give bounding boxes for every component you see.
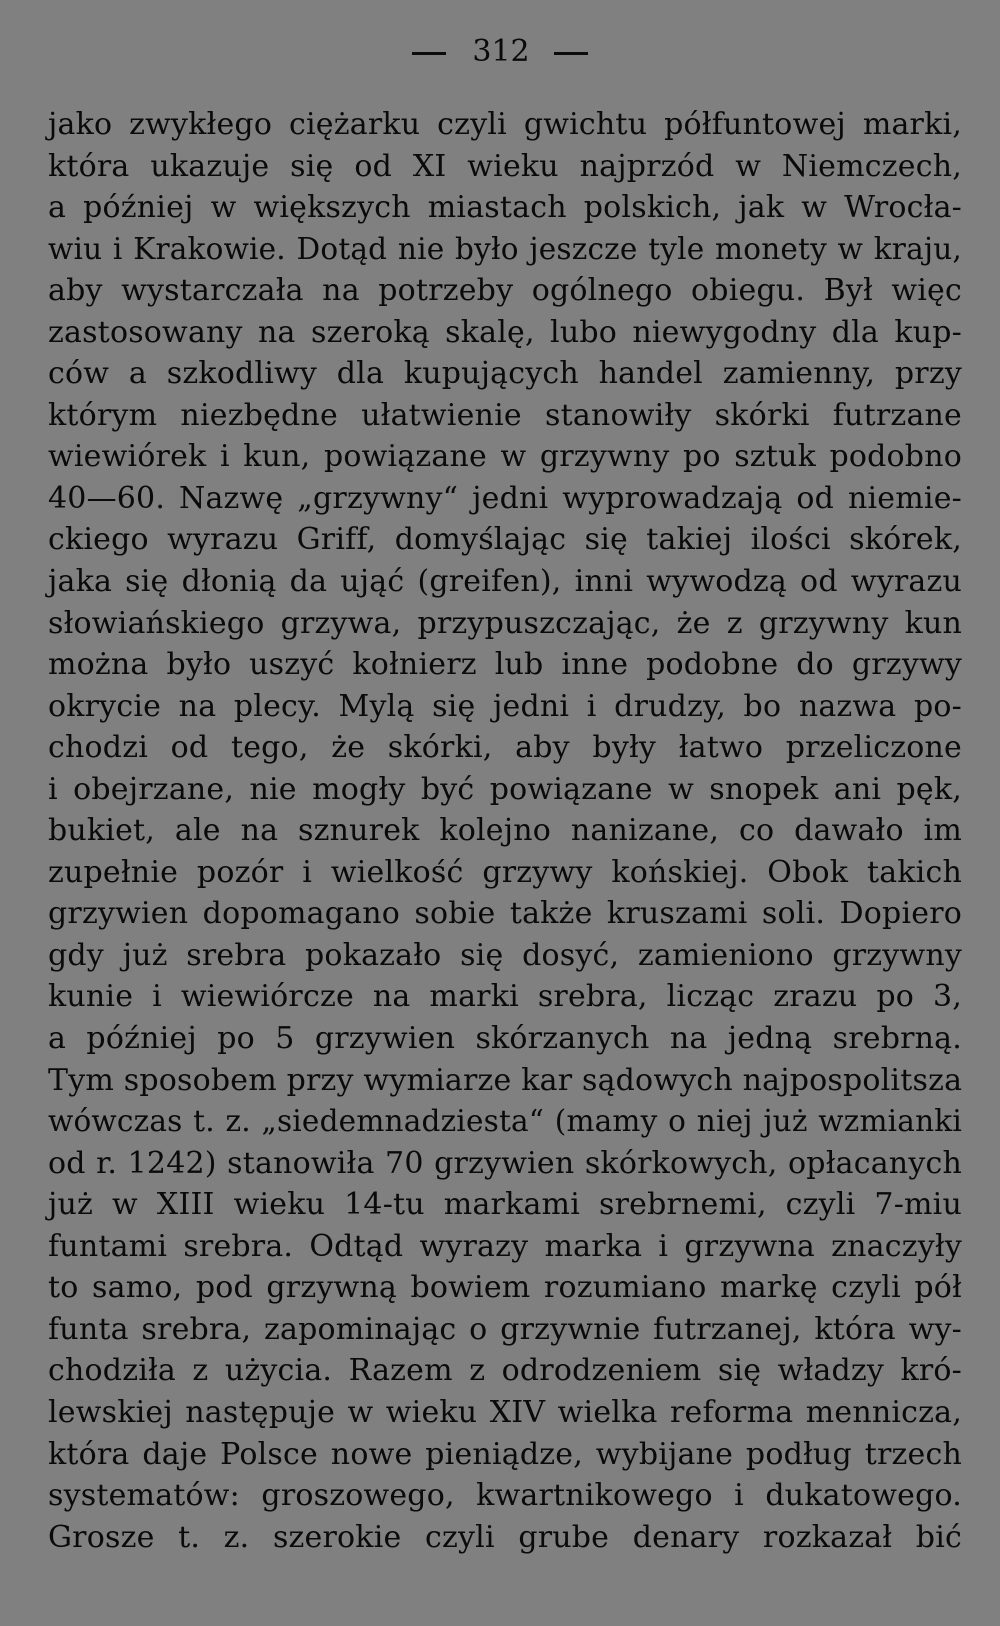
- text-line: która ukazuje się od XI wieku najprzód w Niemczech,: [48, 148, 962, 184]
- text-line: Tym sposobem przy wymiarze kar sądowych najpospolitsza: [48, 1062, 963, 1098]
- text-line: Grosze t. z. szerokie czyli grube denary rozkazał bić: [48, 1519, 962, 1555]
- page-header: [0, 30, 1000, 74]
- text-line: to samo, pod grzywną bowiem rozumiano markę czyli pół: [48, 1270, 962, 1306]
- text-line: funtami srebra. Odtąd wyrazy marka i grzywna znaczyły: [48, 1228, 962, 1264]
- text-line: chodzi od tego, że skórki, aby były łatwo przeliczone: [48, 730, 962, 766]
- text-line: grzywien dopomagano sobie także kruszami soli. Dopiero: [48, 896, 962, 932]
- text-line: jako zwykłego ciężarku czyli gwichtu półfuntowej marki,: [48, 107, 962, 142]
- text-line: chodziła z użycia. Razem z odrodzeniem się władzy kró-: [48, 1353, 962, 1389]
- text-line: systematów: groszowego, kwartnikowego i dukatowego.: [48, 1478, 962, 1514]
- text-line: ców a szkodliwy dla kupujących handel zamienny, przy: [48, 356, 962, 392]
- text-line: która daje Polsce nowe pieniądze, wybijane podług trzech: [48, 1436, 962, 1472]
- text-line: słowiańskiego grzywa, przypuszczając, że z grzywny kun: [48, 605, 962, 641]
- text-line: gdy już srebra pokazało się dosyć, zamieniono grzywny: [48, 937, 962, 973]
- right-dash: [554, 52, 588, 55]
- text-line: wiewiórek i kun, powiązane w grzywny po sztuk podobno: [48, 439, 962, 475]
- text-line: okrycie na plecy. Mylą się jedni i drudzy, bo nazwa po-: [48, 688, 962, 724]
- text-line: lewskiej następuje w wieku XIV wielka reforma mennicza,: [48, 1394, 962, 1430]
- left-dash: [412, 52, 446, 55]
- text-line: funta srebra, zapominając o grzywnie futrzanej, która wy-: [48, 1311, 962, 1347]
- text-line: a później w większych miastach polskich, jak w Wrocła-: [48, 190, 962, 226]
- text-line: a później po 5 grzywien skórzanych na jedną srebrną.: [48, 1021, 962, 1057]
- body-text: [48, 104, 962, 1558]
- text-line: wiu i Krakowie. Dotąd nie było jeszcze tyle monety w kraju,: [48, 231, 962, 266]
- text-line: kunie i wiewiórcze na marki srebra, licząc zrazu po 3,: [48, 979, 962, 1015]
- text-line: od r. 1242) stanowiła 70 grzywien skórkowych, opłacanych: [48, 1145, 962, 1181]
- text-line: zupełnie pozór i wielkość grzywy końskiej. Obok takich: [48, 854, 962, 890]
- text-line: można było uszyć kołnierz lub inne podobne do grzywy: [48, 647, 962, 683]
- text-line: i obejrzane, nie mogły być powiązane w snopek ani pęk,: [48, 771, 962, 807]
- page-number: 312: [472, 34, 530, 69]
- text-line: ckiego wyrazu Griff, domyślając się takiej ilości skórek,: [48, 522, 962, 558]
- text-line: bukiet, ale na sznurek kolejno nanizane, co dawało im: [48, 813, 962, 849]
- text-line: już w XIII wieku 14-tu markami srebrnemi, czyli 7-miu: [48, 1187, 962, 1223]
- text-line: którym niezbędne ułatwienie stanowiły skórki futrzane: [48, 397, 962, 433]
- text-line: aby wystarczała na potrzeby ogólnego obiegu. Był więc: [48, 273, 962, 309]
- text-line: 40—60. Nazwę „grzywny“ jedni wyprowadzają od niemie-: [48, 480, 962, 516]
- text-line: zastosowany na szeroką skalę, lubo niewygodny dla kup-: [48, 314, 962, 350]
- text-line: jaka się dłonią da ująć (greifen), inni wywodzą od wyrazu: [48, 564, 962, 600]
- text-line: wówczas t. z. „siedemnadziesta“ (mamy o niej już wzmianki: [48, 1104, 962, 1139]
